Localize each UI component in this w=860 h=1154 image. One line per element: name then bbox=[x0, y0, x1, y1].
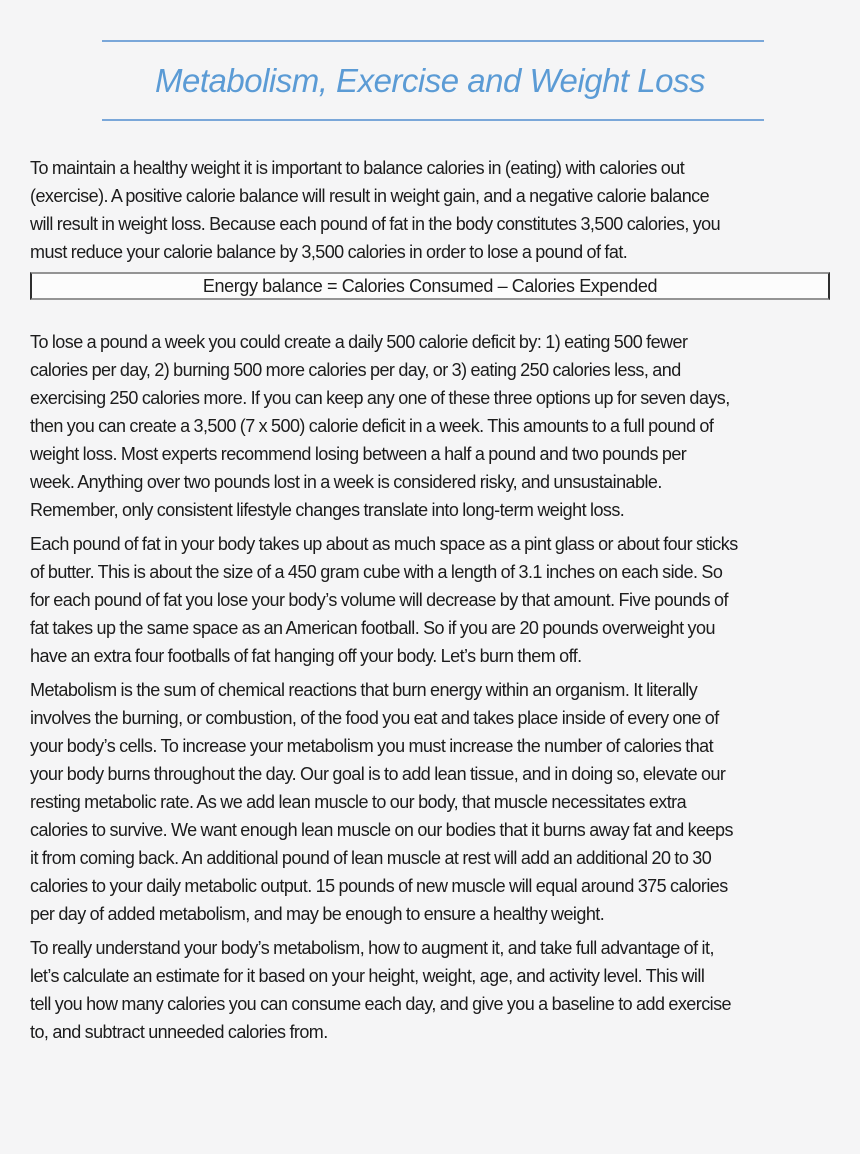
text-line: it from coming back. An additional pound of lean muscle at rest will add an additional 20 to 30 bbox=[30, 848, 712, 868]
text-line: tell you how many calories you can consume each day, and give you a baseline to add exercise bbox=[30, 994, 732, 1014]
document-page bbox=[0, 40, 860, 1154]
text-line: per day of added metabolism, and may be enough to ensure a healthy weight. bbox=[30, 904, 605, 924]
text-line: (exercise). A positive calorie balance will result in weight gain, and a negative calorie balance bbox=[30, 186, 710, 206]
document-body bbox=[30, 154, 830, 1046]
text-line: calories to survive. We want enough lean muscle on our bodies that it burns away fat and keeps bbox=[30, 820, 733, 840]
text-line: your body burns throughout the day. Our goal is to add lean tissue, and in doing so, elevate our bbox=[30, 764, 726, 784]
paragraph-calorie-deficit bbox=[30, 328, 830, 524]
text-line: Metabolism is the sum of chemical reactions that burn energy within an organism. It literally bbox=[30, 680, 698, 700]
text-line: Remember, only consistent lifestyle changes translate into long-term weight loss. bbox=[30, 500, 625, 520]
text-line: for each pound of fat you lose your body’s volume will decrease by that amount. Five pounds of bbox=[30, 590, 728, 610]
text-line: then you can create a 3,500 (7 x 500) calorie deficit in a week. This amounts to a full pound of bbox=[30, 416, 714, 436]
text-line: involves the burning, or combustion, of the food you eat and takes place inside of every one of bbox=[30, 708, 719, 728]
formula-text: Energy balance = Calories Consumed – Calories Expended bbox=[202, 276, 658, 296]
title-top-rule bbox=[102, 40, 764, 42]
formula-box bbox=[30, 272, 830, 300]
page-title: Metabolism, Exercise and Weight Loss bbox=[155, 62, 705, 99]
paragraph-fat-volume bbox=[30, 530, 830, 670]
text-line: calories to your daily metabolic output. 15 pounds of new muscle will equal around 375 calories bbox=[30, 876, 728, 896]
text-line: exercising 250 calories more. If you can keep any one of these three options up for seven days, bbox=[30, 388, 730, 408]
text-line: to, and subtract unneeded calories from. bbox=[30, 1022, 328, 1042]
text-line: To really understand your body’s metabolism, how to augment it, and take full advantage of it, bbox=[30, 938, 714, 958]
text-line: of butter. This is about the size of a 450 gram cube with a length of 3.1 inches on each side. So bbox=[30, 562, 723, 582]
text-line: let’s calculate an estimate for it based on your height, weight, age, and activity level. This will bbox=[30, 966, 705, 986]
text-line: calories per day, 2) burning 500 more calories per day, or 3) eating 250 calories less, and bbox=[30, 360, 681, 380]
text-line: weight loss. Most experts recommend losing between a half a pound and two pounds per bbox=[30, 444, 687, 464]
paragraph-metabolism bbox=[30, 676, 830, 928]
paragraph-calculate-estimate bbox=[30, 934, 830, 1046]
text-line: week. Anything over two pounds lost in a week is considered risky, and unsustainable. bbox=[30, 472, 662, 492]
text-line: To lose a pound a week you could create a daily 500 calorie deficit by: 1) eating 500 fewer bbox=[30, 332, 688, 352]
text-line: fat takes up the same space as an American football. So if you are 20 pounds overweight you bbox=[30, 618, 715, 638]
text-line: resting metabolic rate. As we add lean muscle to our body, that muscle necessitates extra bbox=[30, 792, 687, 812]
text-line: must reduce your calorie balance by 3,500 calories in order to lose a pound of fat. bbox=[30, 242, 628, 262]
text-line: your body’s cells. To increase your metabolism you must increase the number of calories that bbox=[30, 736, 714, 756]
text-line: will result in weight loss. Because each pound of fat in the body constitutes 3,500 calories, you bbox=[30, 214, 721, 234]
paragraph-calorie-balance bbox=[30, 154, 830, 266]
text-line: To maintain a healthy weight it is important to balance calories in (eating) with calories out bbox=[30, 158, 685, 178]
text-line: have an extra four footballs of fat hanging off your body. Let’s burn them off. bbox=[30, 646, 582, 666]
text-line: Each pound of fat in your body takes up about as much space as a pint glass or about four sticks bbox=[30, 534, 738, 554]
title-bottom-rule bbox=[102, 119, 764, 121]
